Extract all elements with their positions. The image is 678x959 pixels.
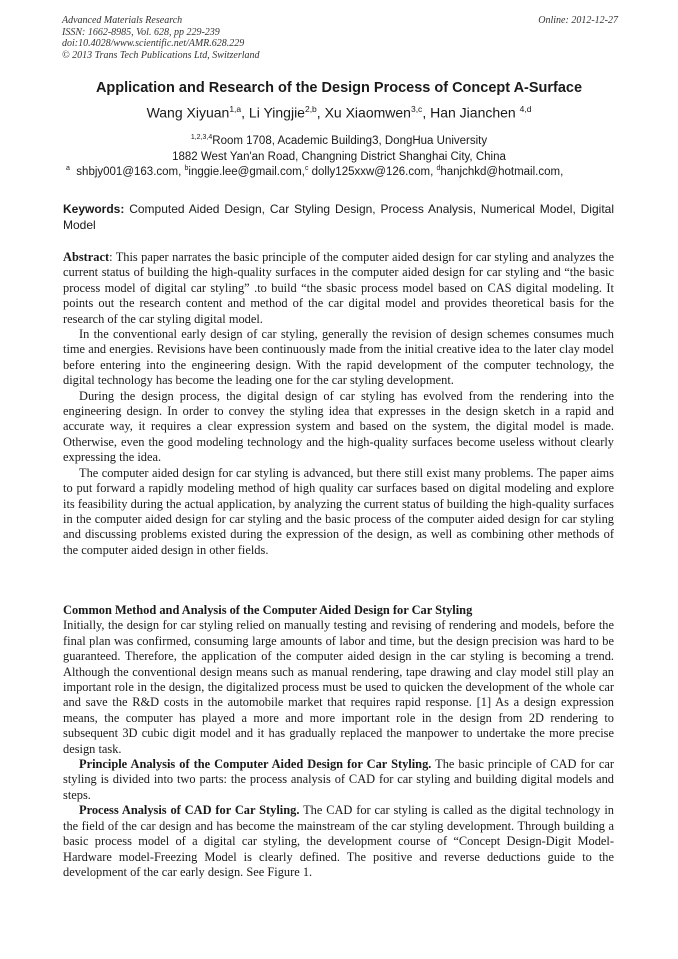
email-sup: b [184,165,189,172]
email-b: inggie.lee@gmail.com, [188,165,305,178]
keywords-label: Keywords: [63,202,125,216]
author-name: Li Yingjie [248,104,305,121]
author-name: Han Jianchen [430,104,516,121]
email-d: hanjchkd@hotmail.com, [440,165,564,178]
author-sup: 4,d [519,104,532,114]
email-sup: d [436,165,441,172]
author-sup: 2,b [304,104,317,114]
affiliation-line-1: Room 1708, Academic Building3, DongHua University [212,134,488,147]
doi-line: doi:10.4028/www.scientific.net/AMR.628.229 [62,38,245,49]
author-sup: 3,c [410,104,423,114]
author-sup: 1,a [229,104,242,114]
abstract-paragraph-3: During the design process, the digital design of car styling has evolved from the rendering into the engineering design. In order to convey the styling idea that expresses in the design sketch in a rapid and accurate way, it requires a clear expression system and based on the system, the digital model is made. Otherwise, even the good modeling technology and the high-quality surfaces become useless without clearly expressing the idea. [63,388,614,465]
copyright-line: © 2013 Trans Tech Publications Ltd, Switzerland [62,49,260,61]
section-heading: Common Method and Analysis of the Computer Aided Design for Car Styling [63,603,473,617]
section-paragraph-1: Initially, the design for car styling relied on manually testing and revising of rendering and models, before the final plan was confirmed, consuming large amounts of labor and time, but the design precision was hard to be guaranteed. Therefore, the application of the computer aided design in the car styling is becoming a trend. Although the conventional design means such as manual rendering, tape drawing and clay model still play an important role in the design, the digitalized process must be used to quicken the development of the whole car and save the R&D costs in the automobile market that requires rapid response. [1] As a design expression means, the computer has played a more and more important role in the design from 2D rendering to subsequent 3D cubic digit model and it has gradually replaced the manpower to undertake the more precise design task. [63,618,614,756]
section-common-method [63,603,614,880]
abstract-paragraph-2: In the conventional early design of car styling, generally the revision of design schemes consumes much time and energies. Revisions have been continuously made from the initial creative idea to the later clay model before entering into the engineering design. With the rapid development of the computer technology, the digital technology has become the leading one for the car styling development. [63,327,614,388]
section-paragraph-2: The basic principle of CAD for car styling is divided into two parts: the process analysis of CAD for car styling and building digital models and steps. [63,757,615,802]
paper-title: Application and Research of the Design Process of Concept A-Surface [95,80,583,96]
author-name: Xu Xiaomwen [324,104,411,121]
author-list: Wang Xiyuan$^{1,a}$, Li Yingjie$^{2,b}$, Xu Xiaomwen$^{3,c}$, Han Jianchen $^{4,d}$ [146,104,532,121]
email-sup: a [66,165,70,172]
keywords [63,201,614,233]
email-sup: c [304,165,309,172]
email-list [66,165,626,178]
subsection-heading-process: Process Analysis of CAD for Car Styling. [79,803,300,818]
journal-name: Advanced Materials Research [62,15,183,26]
online-date: Online: 2012-12-27 [538,15,618,26]
email-a: shbjy001@163.com, [76,165,182,178]
subsection-heading-principle: Principle Analysis of the Computer Aided Design for Car Styling. [79,757,432,772]
abstract-label: Abstract [63,250,110,264]
journal-header [62,15,618,61]
affiliation-line-2: 1882 West Yan'an Road, Changning District Shanghai City, China [172,150,506,163]
abstract-section [63,250,614,558]
keywords-text: Computed Aided Design, Car Styling Design, Process Analysis, Numerical Model, Digital Model [63,202,614,232]
issn-line: ISSN: 1662-8985, Vol. 628, pp 229-239 [62,26,220,38]
abstract-paragraph-1: : This paper narrates the basic principle of the computer aided design for car styling and analyzes the current status of building the high-quality surfaces in the computer aided design for car styling and “the basic process model of digital car styling” .to build “the sbasic process model based on CAS digital modeling. It points out the research content and method of the car digital model and provides theoretical basis for the research of the car styling digital model. [63,250,614,326]
author-name: Wang Xiyuan [146,104,230,121]
section-paragraph-3: The CAD for car styling is called as the digital technology in the field of the car design and has become the mainstream of the car styling development. Through building a basic process model of a digital car styling, the development course of “Concept Design-Digit Model- Hardware model-Freezing Model is clearly defined. The positive and reverse deductions guide to the development of the car early design. See Figure 1. [63,803,614,879]
abstract-paragraph-4: The computer aided design for car styling is advanced, but there still exist many problems. The paper aims to put forward a rapidly modeling method of high quality car surfaces based on digital modeling and explore its feasibility during the actual application, by analyzing the current status of building the high-quality surfaces in the computer aided design for car styling and the basic process of the computer aided design for car styling and discussing problems existed during the expression of the design, as well as combining other methods of the computer aided design in other fields. [63,465,614,557]
affiliation-sup: 1,2,3,4 [190,134,213,141]
email-c: dolly125xxw@126.com, [311,165,434,178]
affiliation [0,130,678,165]
